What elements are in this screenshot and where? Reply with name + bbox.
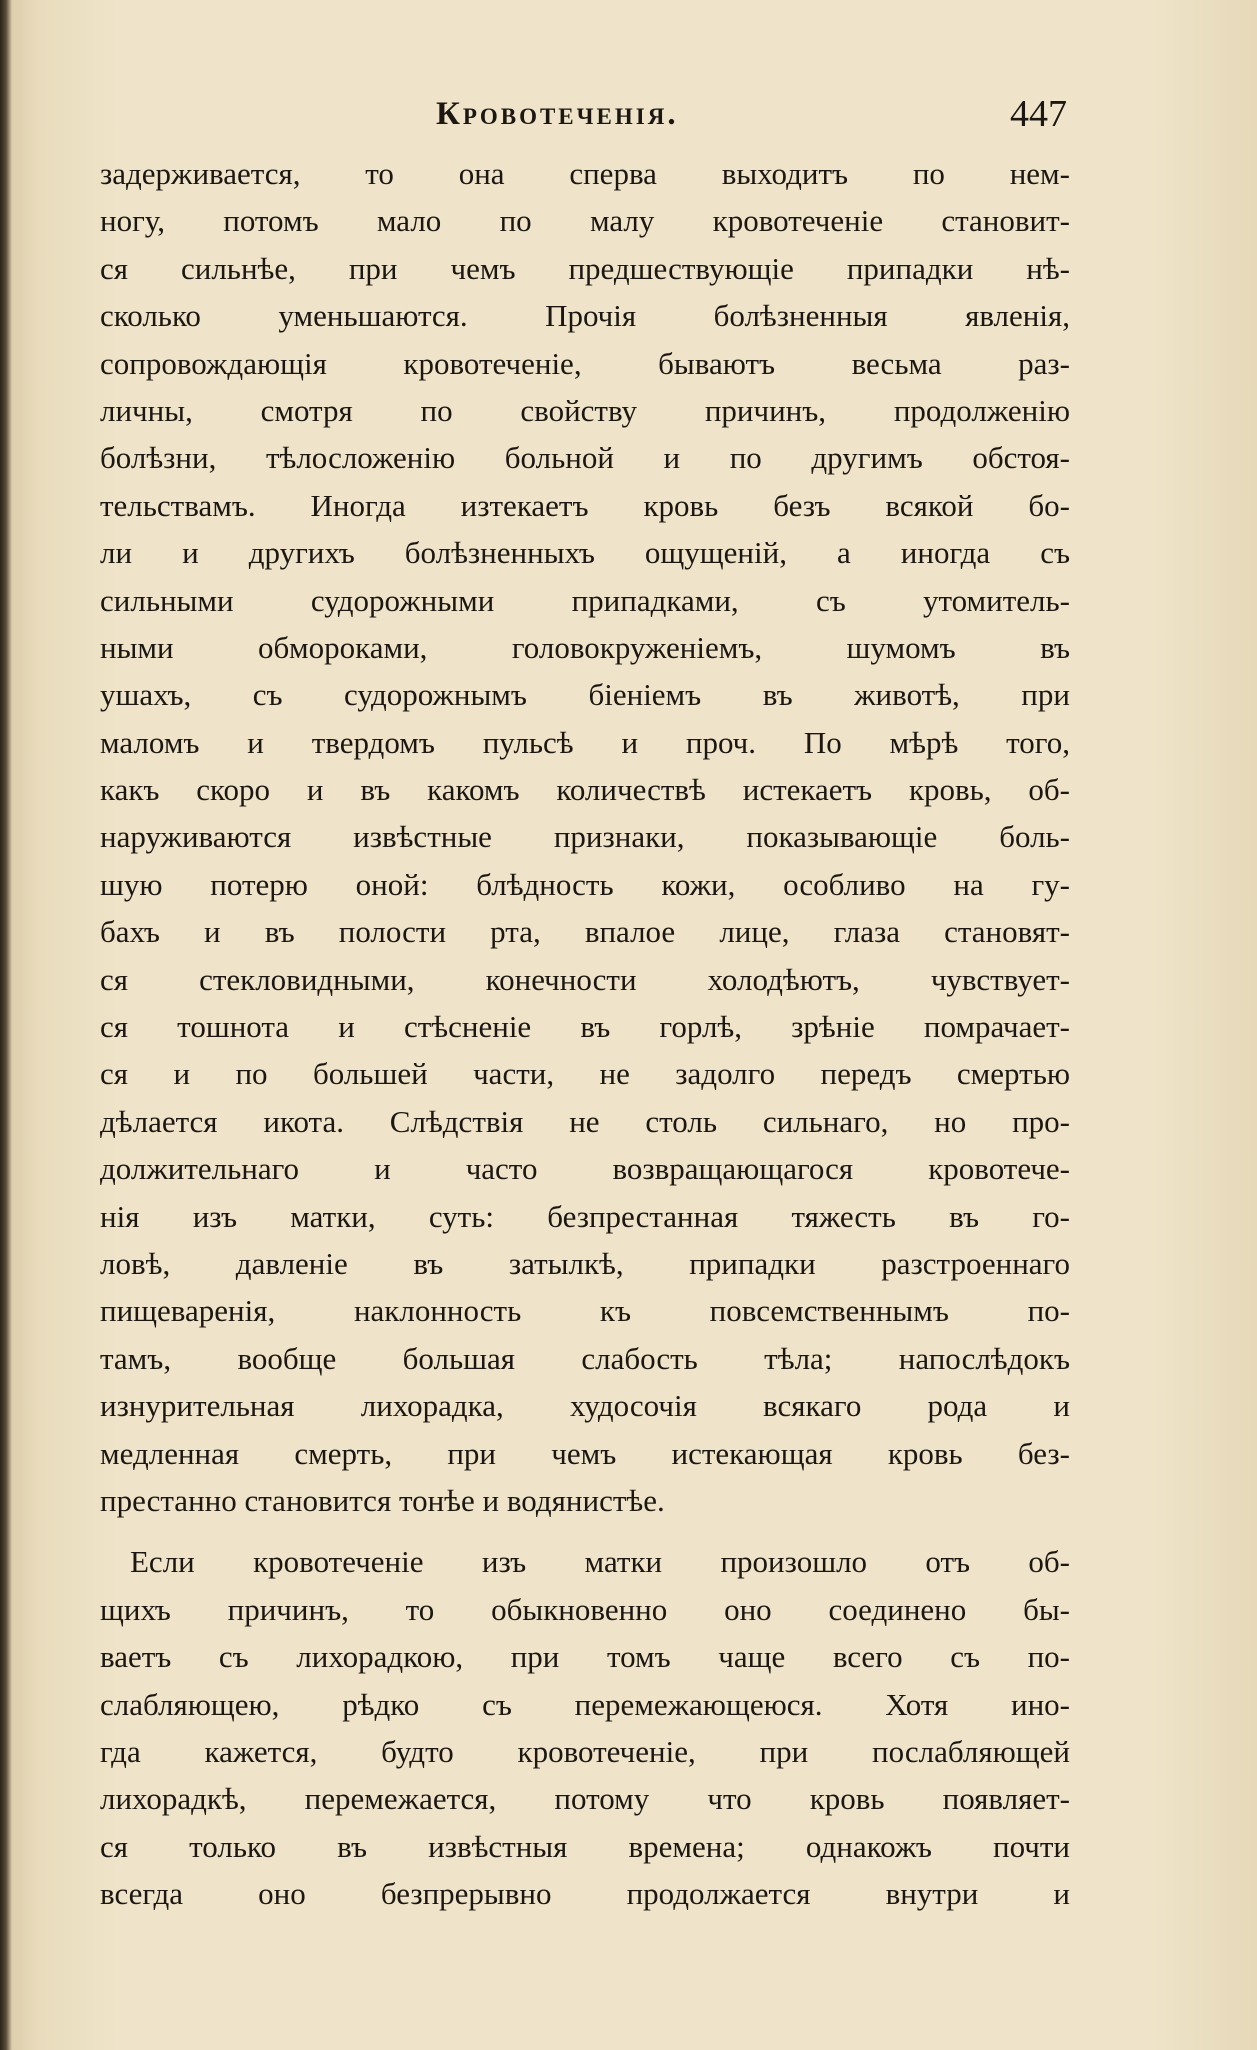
running-title: Кровотеченія. — [436, 96, 679, 132]
paragraph-start-line: Если кровотеченіе изъ матки произошло отъ об- — [130, 1544, 1070, 1580]
text-line: ными обмороками, головокруженіемъ, шумомъ въ — [100, 629, 1070, 665]
text-line: ногу, потомъ мало по малу кровотеченіе становит- — [100, 203, 1070, 239]
text-line: сильными судорожными припадками, съ утомитель- — [100, 582, 1070, 618]
text-line: дѣлается икота. Слѣдствія не столь сильнаго, но про- — [100, 1103, 1070, 1139]
text-line: пищеваренія, наклонность къ повсемственнымъ по- — [100, 1293, 1070, 1329]
text-line: престанно становится тонѣе и водянистѣе. — [100, 1482, 665, 1518]
text-line: бахъ и въ полости рта, впалое лице, глаза становят- — [100, 914, 1070, 950]
page-number: 447 — [1010, 93, 1067, 135]
text-line: ся тошнота и стѣсненіе въ горлѣ, зрѣніе помрачает- — [100, 1009, 1070, 1045]
text-line: ли и другихъ болѣзненныхъ ощущеній, а иногда съ — [100, 535, 1070, 571]
text-line: слабляющею, рѣдко съ перемежающеюся. Хотя ино- — [100, 1686, 1070, 1722]
text-line: сколько уменьшаются. Прочія болѣзненныя явленія, — [100, 298, 1070, 334]
text-line: ушахъ, съ судорожнымъ біеніемъ въ животѣ, при — [100, 677, 1070, 713]
text-line: нія изъ матки, суть: безпрестанная тяжесть въ го- — [100, 1198, 1070, 1234]
text-line: наруживаются извѣстные признаки, показывающіе боль- — [100, 819, 1070, 855]
text-line: тельствамъ. Иногда изтекаетъ кровь безъ всякой бо- — [100, 487, 1070, 523]
book-spine-shadow — [0, 0, 12, 2050]
page-header — [100, 93, 1080, 152]
text-line: ся только въ извѣстныя времена; однакожъ почти — [100, 1828, 1070, 1864]
text-line: всегда оно безпрерывно продолжается внутри и — [100, 1876, 1070, 1912]
text-line: ваетъ съ лихорадкою, при томъ чаще всего съ по- — [100, 1639, 1070, 1675]
text-line: должительнаго и часто возвращающагося кровотече- — [100, 1151, 1070, 1187]
text-line: маломъ и твердомъ пульсѣ и проч. По мѣрѣ того, — [100, 724, 1070, 760]
text-line: ловѣ, давленіе въ затылкѣ, припадки разстроеннаго — [100, 1245, 1070, 1281]
text-line: шую потерю оной: блѣдность кожи, особливо на гу- — [100, 866, 1070, 902]
text-line: медленная смерть, при чемъ истекающая кровь без- — [100, 1435, 1070, 1471]
text-line: какъ скоро и въ какомъ количествѣ истекаетъ кровь, об- — [100, 772, 1070, 808]
text-line: изнурительная лихорадка, худосочія всякаго рода и — [100, 1388, 1070, 1424]
text-line: личны, смотря по свойству причинъ, продолженію — [100, 392, 1070, 428]
text-line: лихорадкѣ, перемежается, потому что кровь появляет- — [100, 1781, 1070, 1817]
text-line: щихъ причинъ, то обыкновенно оно соединено бы- — [100, 1591, 1070, 1627]
text-line: тамъ, вообще большая слабость тѣла; напослѣдокъ — [100, 1340, 1070, 1376]
text-line: ся сильнѣе, при чемъ предшествующіе припадки нѣ- — [100, 250, 1070, 286]
body-text — [100, 150, 1070, 1917]
text-line: ся стекловидными, конечности холодѣютъ, чувствует- — [100, 961, 1070, 997]
text-line: болѣзни, тѣлосложенію больной и по другимъ обстоя- — [100, 440, 1070, 476]
text-line: сопровождающія кровотеченіе, бываютъ весьма раз- — [100, 345, 1070, 381]
text-line: задерживается, то она сперва выходитъ по нем- — [100, 156, 1070, 191]
text-line: ся и по большей части, не задолго передъ смертью — [100, 1056, 1070, 1092]
text-line: гда кажется, будто кровотеченіе, при послабляющей — [100, 1733, 1070, 1769]
